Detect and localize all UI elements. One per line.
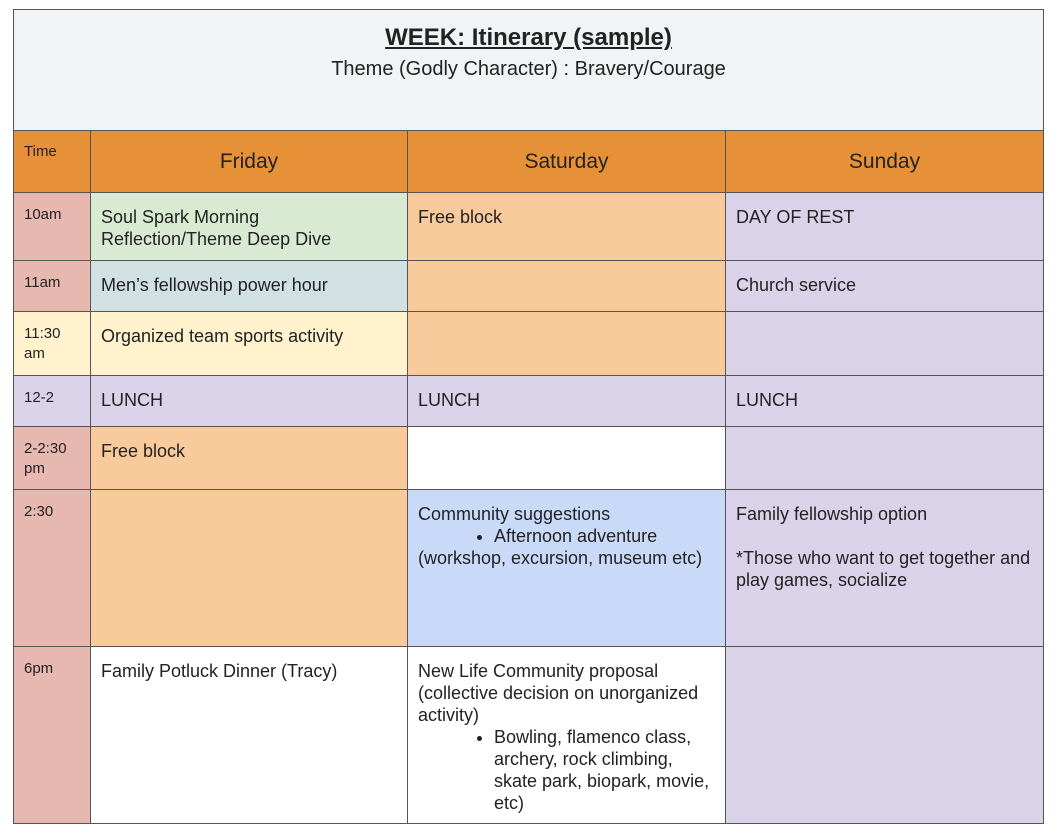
saturday-cell: [408, 312, 726, 376]
friday-cell: LUNCH: [91, 376, 408, 427]
table-row: [14, 490, 1044, 647]
table-row: [14, 193, 1044, 261]
community-suggestions-heading: Community suggestions: [418, 504, 611, 524]
time-cell: 6pm: [14, 647, 91, 824]
time-cell: [14, 427, 91, 490]
saturday-cell: [408, 427, 726, 490]
title-cell: [14, 10, 1044, 131]
saturday-cell: LUNCH: [408, 376, 726, 427]
sunday-cell: [726, 647, 1044, 824]
sunday-cell: [726, 312, 1044, 376]
time-cell: 2:30: [14, 490, 91, 647]
friday-cell: Men’s fellowship power hour: [91, 261, 408, 312]
header-row: [14, 131, 1044, 193]
list-item: • Bowling, flamenco class, archery, rock climbing, skate park, biopark, movie, etc): [494, 726, 715, 814]
table-row: [14, 312, 1044, 376]
table-row: [14, 376, 1044, 427]
header-friday: Friday: [91, 131, 408, 193]
time-cell: [14, 312, 91, 376]
friday-cell: Soul Spark Morning Reflection/Theme Deep Dive: [91, 193, 408, 261]
family-fellowship-note: *Those who want to get together and play games, socialize: [736, 548, 1031, 590]
time-cell: 10am: [14, 193, 91, 261]
time-label: 2-2:30 pm: [24, 440, 67, 477]
friday-cell: Family Potluck Dinner (Tracy): [91, 647, 408, 824]
saturday-cell: [408, 647, 726, 824]
friday-cell: Organized team sports activity: [91, 312, 408, 376]
table-row: [14, 427, 1044, 490]
header-saturday: Saturday: [408, 131, 726, 193]
table-row: [14, 261, 1044, 312]
sunday-cell: DAY OF REST: [726, 193, 1044, 261]
time-label: 11:30 am: [24, 325, 61, 362]
bullet-list: [418, 726, 715, 814]
sunday-cell: Church service: [726, 261, 1044, 312]
time-cell: 11am: [14, 261, 91, 312]
table-row: [14, 647, 1044, 824]
community-suggestions-detail: (workshop, excursion, museum etc): [418, 548, 703, 568]
list-item: • Afternoon adventure: [494, 525, 715, 547]
saturday-cell: [408, 490, 726, 647]
itinerary-document: [13, 9, 1043, 814]
sunday-cell: LUNCH: [726, 376, 1044, 427]
page-title: WEEK: Itinerary (sample): [385, 24, 672, 51]
header-sunday: Sunday: [726, 131, 1044, 193]
title-row: [14, 10, 1044, 131]
saturday-cell: Free block: [408, 193, 726, 261]
itinerary-table: [13, 9, 1044, 824]
saturday-cell: [408, 261, 726, 312]
bullet-list: [418, 525, 715, 547]
friday-cell: [91, 490, 408, 647]
theme-subtitle: Theme (Godly Character) : Bravery/Courage: [331, 58, 726, 80]
community-proposal-heading: New Life Community proposal (collective decision on unorganized activity): [418, 661, 699, 725]
sunday-cell: [726, 427, 1044, 490]
family-fellowship-option: Family fellowship option: [736, 504, 928, 524]
header-time: Time: [14, 131, 91, 193]
time-cell: 12-2: [14, 376, 91, 427]
friday-cell: Free block: [91, 427, 408, 490]
sunday-cell: [726, 490, 1044, 647]
